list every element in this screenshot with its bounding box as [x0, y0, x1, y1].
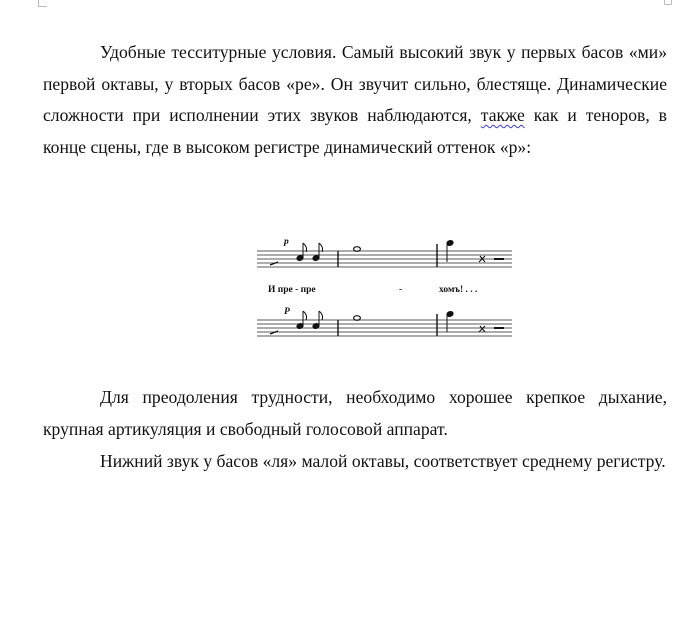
paragraph-1-text-a: Удобные тесситурные условия. Самый высокий звук у первых басов «ми» первой октавы, у вторых басов «ре». Он звучит сильно, блестяще. Динамические сложности при исполнении этих звуков наблюдаются, — [43, 42, 667, 125]
paragraph-1-text-b: как и теноров, в конце сцены, где в высоком регистре динамический оттенок «р»: — [43, 105, 667, 157]
dynamic-marking-bottom: P — [284, 307, 290, 317]
paragraph-2[interactable]: Для преодоления трудности, необходимо хорошее крепкое дыхание, крупная артикуляция и свободный голосовой аппарат. — [43, 387, 667, 439]
dynamic-marking-top: p — [284, 237, 289, 247]
spellcheck-flagged-word[interactable]: также — [480, 105, 525, 125]
music-lyric-3: хомъ! . . . — [439, 285, 478, 295]
music-lyric-2: - — [399, 285, 403, 295]
paragraph-3[interactable]: Нижний звук у басов «ля» малой октавы, соответствует среднему регистру. — [100, 451, 666, 471]
music-lyric-1: И пре - пре — [268, 285, 316, 295]
paragraph-1[interactable] — [43, 37, 667, 163]
text-boundary-mark — [38, 0, 47, 7]
music-notation-example — [254, 234, 516, 342]
text-boundary-mark — [664, 0, 672, 5]
